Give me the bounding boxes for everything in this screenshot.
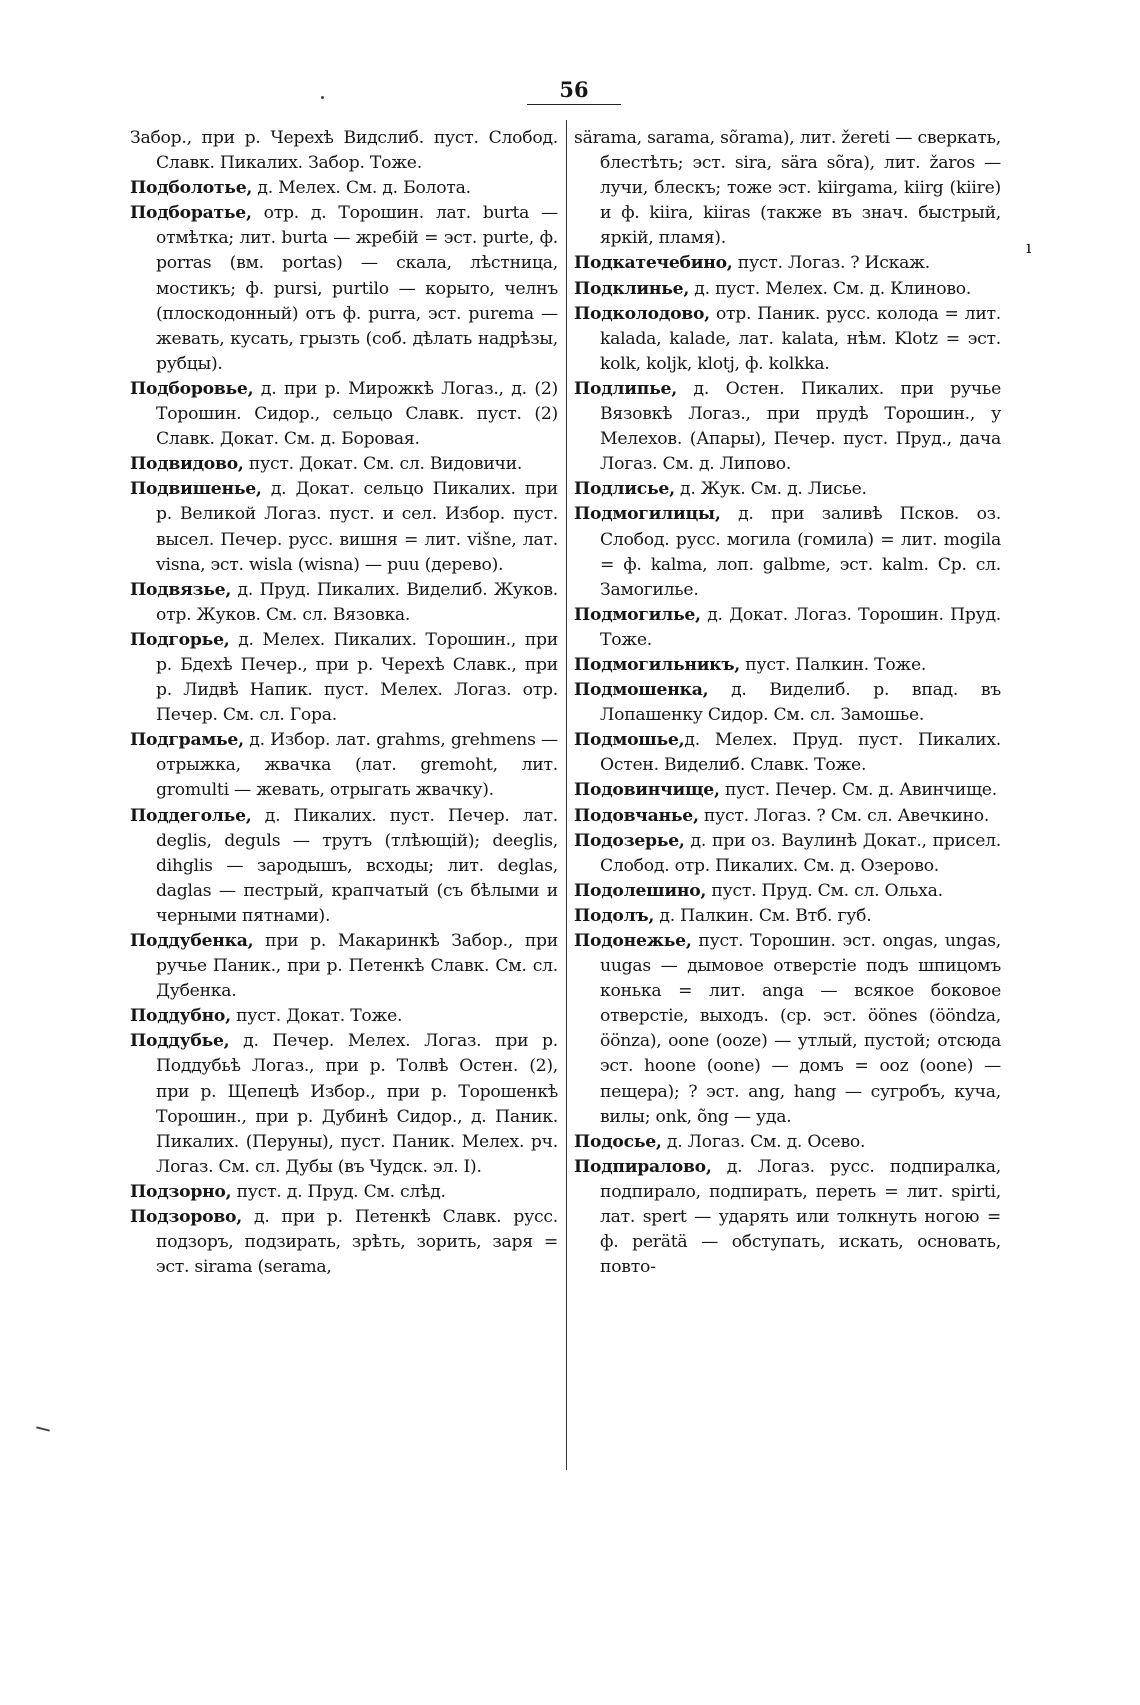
entry-headword: Подмогильникъ,	[574, 654, 741, 675]
entry-text: пуст. Пруд. См. сл. Ольха.	[706, 880, 943, 901]
dictionary-entry	[130, 1205, 558, 1280]
dictionary-entry	[574, 728, 1001, 778]
entry-text: д. Палкин. См. Втб. губ.	[654, 905, 872, 926]
entry-text: д. Мелех. См. д. Болота.	[252, 178, 471, 199]
dictionary-entry	[130, 176, 558, 201]
entry-text: д. Пикалих. пуст. Печер. лат. deglis, deguls — трутъ (тлѣющій); deeglis, dihglis — зародышъ, всходы; лит. deglas, daglas — пестрый, крапчатый (съ бѣлыми и черными пятнами).	[156, 805, 558, 926]
entry-text: пуст. Докат. Тоже.	[230, 1006, 403, 1027]
entry-text: пуст. Докат. См. сл. Видовичи.	[243, 454, 523, 475]
entry-headword: Подболотье,	[130, 178, 253, 199]
entry-headword: Подонежье,	[574, 931, 692, 951]
dictionary-entry	[574, 377, 1001, 477]
entry-headword: Подолешино,	[574, 880, 707, 901]
entry-headword: Подозерье,	[574, 830, 685, 851]
dictionary-entry	[130, 477, 558, 577]
entry-text: пуст. Логаз. ? См. сл. Авечкино.	[698, 805, 990, 826]
dictionary-entry	[574, 502, 1001, 602]
entry-text: пуст. Торошин. эст. ongas, ungas, uugas — дымовое отверстіе подъ шпицомъ конька = лит. anga — всякое боковое отверстіе, выходъ. (ср. эст. öönes (ööndza, öönza), oone (ooze) — утлый, пустой; отсюда эст. hoone (oone) — домъ = ooz (oone) — пещера); ? эст. ang, hang — сугробъ, куча, вилы; onk, õng — уда.	[600, 931, 1001, 1127]
entry-headword: Подмогилье,	[574, 604, 701, 625]
entry-text: пуст. Печер. См. д. Авинчище.	[719, 780, 997, 801]
dictionary-entry	[574, 678, 1001, 728]
dictionary-entry	[130, 126, 558, 176]
entry-text: отр. д. Торошин. лат. burta — отмѣтка; лит. burta — жребій = эст. purte, ф. porras (вм. portas) — скала, лѣстница, мостикъ; ф. pursi, purtilo — корыто, челнъ (плоскодонный) отъ ф. purra, эст. purema — жевать, кусать, грызть (соб. дѣлать надрѣзы, рубцы).	[156, 203, 558, 374]
entry-headword: Подкатечебино,	[574, 253, 733, 274]
dictionary-entry	[574, 804, 1001, 829]
entry-text: д. Виделиб. р. впад. въ Лопашенку Сидор. См. сл. Замошье.	[600, 680, 1001, 726]
dictionary-entry	[130, 201, 558, 377]
dictionary-entry	[130, 1004, 558, 1029]
entry-text: д. Логаз. См. д. Осево.	[661, 1131, 866, 1152]
right-column	[574, 126, 1001, 1280]
entry-headword: Подборовье,	[130, 378, 254, 399]
entry-headword: Подзорно,	[130, 1181, 232, 1202]
entry-headword: Подолъ,	[574, 905, 655, 926]
entry-headword: Подзорово,	[130, 1207, 242, 1228]
dictionary-entry	[130, 804, 558, 929]
entry-text: д. Мелех. Пикалих. Торошин., при р. Бдехѣ Печер., при р. Черехѣ Славк., при р. Лидвѣ Напик. пуст. Мелех. Логаз. отр. Печер. См. сл. Гора.	[156, 629, 558, 726]
entry-text: д. Избор. лат. grahms, grehmens — отрыжка, жвачка (лат. gremoht, лит. gromulti — жевать, отрыгать жвачку).	[156, 730, 558, 801]
entry-headword: Подмогилицы,	[574, 504, 721, 525]
entry-headword: Подклинье,	[574, 278, 690, 299]
entry-text: д. при р. Петенкѣ Славк. русс. подзоръ, подзирать, зрѣть, зорить, заря = эст. sirama (serama,	[156, 1207, 558, 1278]
dictionary-entry	[574, 904, 1001, 929]
entry-headword: Подпиралово,	[574, 1156, 712, 1177]
scan-speck	[321, 96, 324, 99]
entry-text: д. при оз. Ваулинѣ Докат., присел. Слобод. отр. Пикалих. См. д. Озерово.	[600, 830, 1001, 876]
column-divider	[566, 120, 567, 1470]
entry-headword: Подосье,	[574, 1131, 662, 1152]
entry-text: пуст. д. Пруд. См. слѣд.	[231, 1181, 446, 1202]
dictionary-entry	[574, 879, 1001, 904]
dictionary-entry	[574, 653, 1001, 678]
entry-text: д. Остен. Пикалих. при ручье Вязовкѣ Логаз., при прудѣ Торошин., у Мелехов. (Апары), Печер. пуст. Пруд., дача Логаз. См. д. Липово.	[600, 378, 1001, 475]
entry-text: д. при р. Мирожкѣ Логаз., д. (2) Торошин. Сидор., сельцо Славк. пуст. (2) Славк. Докат. См. д. Боровая.	[156, 378, 558, 450]
entry-headword: Подовинчище,	[574, 780, 720, 801]
entry-headword: Подлипье,	[574, 378, 677, 399]
dictionary-entry	[130, 1029, 558, 1180]
entry-headword: Поддеголье,	[130, 805, 252, 826]
entry-headword: Подовчанье,	[574, 805, 699, 826]
entry-text: särama, sarama, sõrama), лит. žereti — сверкать, блестѣть; эст. sira, sära sõra), лит. žaros — лучи, блескъ; тоже эст. kiirgama, kiirg (kiire) и ф. kiira, kiiras (также въ знач. быстрый, яркій, пламя).	[574, 128, 1001, 249]
entry-text: д. Логаз. русс. подпиралка, подпирало, подпирать, переть = лит. spirti, лат. spert — ударять или толкнуть ногою = ф. perätä — обступать, искать, основать, повто-	[600, 1156, 1001, 1278]
entry-headword: Подмошье,	[574, 730, 685, 751]
entry-headword: Подграмье,	[130, 730, 244, 751]
entry-headword: Подлисье,	[574, 479, 675, 500]
entry-headword: Подколодово,	[574, 303, 710, 324]
scan-speck	[36, 1426, 50, 1431]
dictionary-entry	[574, 829, 1001, 879]
dictionary-entry	[130, 628, 558, 728]
margin-mark: ı	[1026, 238, 1032, 258]
dictionary-entry	[130, 452, 558, 477]
dictionary-entry	[574, 477, 1001, 502]
entry-text: д. Докат. Логаз. Торошин. Пруд. Тоже.	[600, 604, 1001, 650]
page-number: 56	[559, 77, 589, 102]
entry-headword: Поддубенка,	[130, 931, 254, 951]
dictionary-entry	[130, 728, 558, 803]
entry-text: д. при заливѣ Псков. оз. Слобод. русс. могила (гомила) = лит. mogila = ф. kalma, лоп. galbme, эст. kalm. Ср. сл. Замогилье.	[600, 504, 1001, 600]
entry-headword: Подвидово,	[130, 454, 244, 475]
entry-text: д. Пруд. Пикалих. Виделиб. Жуков. отр. Жуков. См. сл. Вязовка.	[156, 579, 558, 625]
header-rule	[527, 104, 621, 105]
entry-text: пуст. Палкин. Тоже.	[740, 654, 927, 675]
dictionary-entry	[574, 778, 1001, 803]
dictionary-entry	[574, 277, 1001, 302]
left-column	[130, 126, 558, 1280]
dictionary-entry	[574, 603, 1001, 653]
entry-headword: Поддубье,	[130, 1031, 230, 1052]
entry-headword: Подгорье,	[130, 629, 230, 650]
dictionary-entry	[574, 251, 1001, 276]
entry-text: д. Печер. Мелех. Логаз. при р. Поддубьѣ Логаз., при р. Толвѣ Остен. (2), при р. Щепецѣ Избор., при р. Торошенкѣ Торошин., при р. Дубинѣ Сидор., д. Паник. Пикалих. (Перуны), пуст. Паник. Мелех. рч. Логаз. См. сл. Дубы (въ Чудск. эл. I).	[156, 1031, 558, 1177]
dictionary-entry	[574, 1155, 1001, 1280]
entry-headword: Подвишенье,	[130, 479, 262, 500]
entry-headword: Подборатье,	[130, 203, 252, 224]
entry-text: Забор., при р. Черехѣ Видслиб. пуст. Слобод. Славк. Пикалих. Забор. Тоже.	[130, 128, 558, 174]
entry-text: пуст. Логаз. ? Искаж.	[732, 253, 930, 274]
dictionary-entry	[574, 126, 1001, 251]
dictionary-entry	[130, 578, 558, 628]
entry-text: при р. Макаринкѣ Забор., при ручье Паник., при р. Петенкѣ Славк. См. сл. Дубенка.	[156, 931, 558, 1002]
dictionary-entry	[130, 377, 558, 452]
dictionary-entry	[574, 1130, 1001, 1155]
dictionary-entry	[130, 929, 558, 1004]
dictionary-entry	[574, 302, 1001, 377]
entry-text: отр. Паник. русс. колода = лит. kalada, kalade, лат. kalata, нѣм. Klotz = эст. kolk, koljk, klotj, ф. kolkka.	[600, 303, 1001, 374]
dictionary-entry	[574, 929, 1001, 1130]
entry-headword: Поддубно,	[130, 1006, 231, 1027]
entry-text: д. Докат. сельцо Пикалих. при р. Великой Логаз. пуст. и сел. Избор. пуст. высел. Печер. русс. вишня = лит. višne, лат. visna, эст. wisla (wisna) — puu (дерево).	[156, 479, 558, 575]
entry-text: д. Жук. См. д. Лисье.	[674, 479, 867, 500]
entry-text: д. пуст. Мелех. См. д. Клиново.	[689, 278, 972, 299]
dictionary-entry	[130, 1180, 558, 1205]
entry-headword: Подвязье,	[130, 579, 232, 600]
entry-text: д. Мелех. Пруд. пуст. Пикалих. Остен. Виделиб. Славк. Тоже.	[600, 730, 1001, 776]
entry-headword: Подмошенка,	[574, 680, 709, 701]
